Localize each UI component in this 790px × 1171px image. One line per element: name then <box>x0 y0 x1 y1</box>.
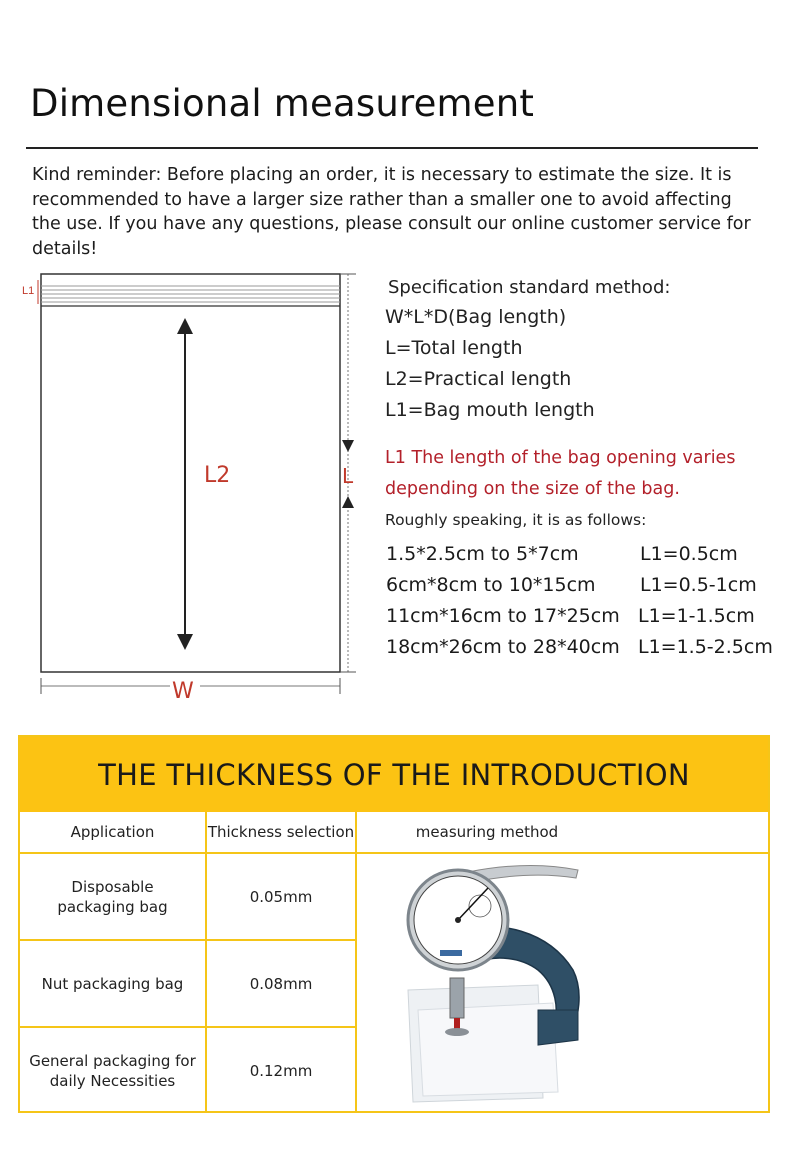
spec-heading: Specification standard method: <box>388 277 671 298</box>
l2-label: L2 <box>204 463 231 488</box>
l-label: L <box>342 464 354 488</box>
spec-l2-definition: L2=Practical length <box>385 368 572 390</box>
row-application: Nut packaging bag <box>41 974 184 993</box>
gauge-frame-lower <box>538 1010 578 1045</box>
gauge-subdial <box>469 895 491 917</box>
l-arrow-head-down <box>342 440 354 452</box>
size-l1: L1=0.5-1cm <box>640 574 757 596</box>
size-l1: L1=0.5cm <box>640 543 738 565</box>
thickness-title: THE THICKNESS OF THE INTRODUCTION <box>98 757 690 792</box>
page-title: Dimensional measurement <box>30 82 535 125</box>
gauge-anvil <box>445 1028 469 1036</box>
bag-dimension-diagram <box>0 268 380 708</box>
table-divider <box>355 812 357 1113</box>
size-range: 1.5*2.5cm to 5*7cm <box>386 543 579 565</box>
w-label: W <box>172 679 194 704</box>
l1-label: L1 <box>22 285 35 297</box>
row-thickness: 0.05mm <box>249 887 313 906</box>
row-application: Disposable packaging bag <box>57 877 168 916</box>
row-thickness: 0.12mm <box>249 1061 313 1080</box>
column-header-application: Application <box>70 823 155 841</box>
size-l1: L1=1.5-2.5cm <box>638 636 773 658</box>
size-range: 6cm*8cm to 10*15cm <box>386 574 596 596</box>
spec-formula: W*L*D(Bag length) <box>385 306 567 328</box>
roughly-text: Roughly speaking, it is as follows: <box>385 511 647 529</box>
row-application: General packaging for daily Necessities <box>29 1051 196 1090</box>
spec-l-definition: L=Total length <box>385 337 523 359</box>
gauge-stem <box>450 978 464 1018</box>
spec-l1-definition: L1=Bag mouth length <box>385 399 595 421</box>
thickness-table-header <box>20 737 768 812</box>
size-range: 18cm*26cm to 28*40cm <box>386 636 620 658</box>
l-arrow-head-up <box>342 496 354 508</box>
title-divider <box>26 147 758 149</box>
column-header-measuring-method: measuring method <box>415 823 559 841</box>
bag-opening-note-line2: depending on the size of the bag. <box>385 479 680 499</box>
bag-opening-note-line1: L1 The length of the bag opening varies <box>385 448 736 468</box>
gauge-logo-plate <box>440 950 462 956</box>
gauge-center <box>455 917 461 923</box>
dial-thickness-gauge-image <box>388 860 588 1110</box>
sample-sheet <box>418 1003 558 1096</box>
row-thickness: 0.08mm <box>249 974 313 993</box>
kind-reminder-text: Kind reminder: Before placing an order, it is necessary to estimate the size. It is recommended to have a larger size rather than a smaller one to avoid affecting the use. If you have any questions, please consult our online customer service for details! <box>32 165 751 259</box>
column-header-thickness: Thickness selection <box>207 823 355 841</box>
size-range: 11cm*16cm to 17*25cm <box>386 605 620 627</box>
size-l1: L1=1-1.5cm <box>638 605 755 627</box>
